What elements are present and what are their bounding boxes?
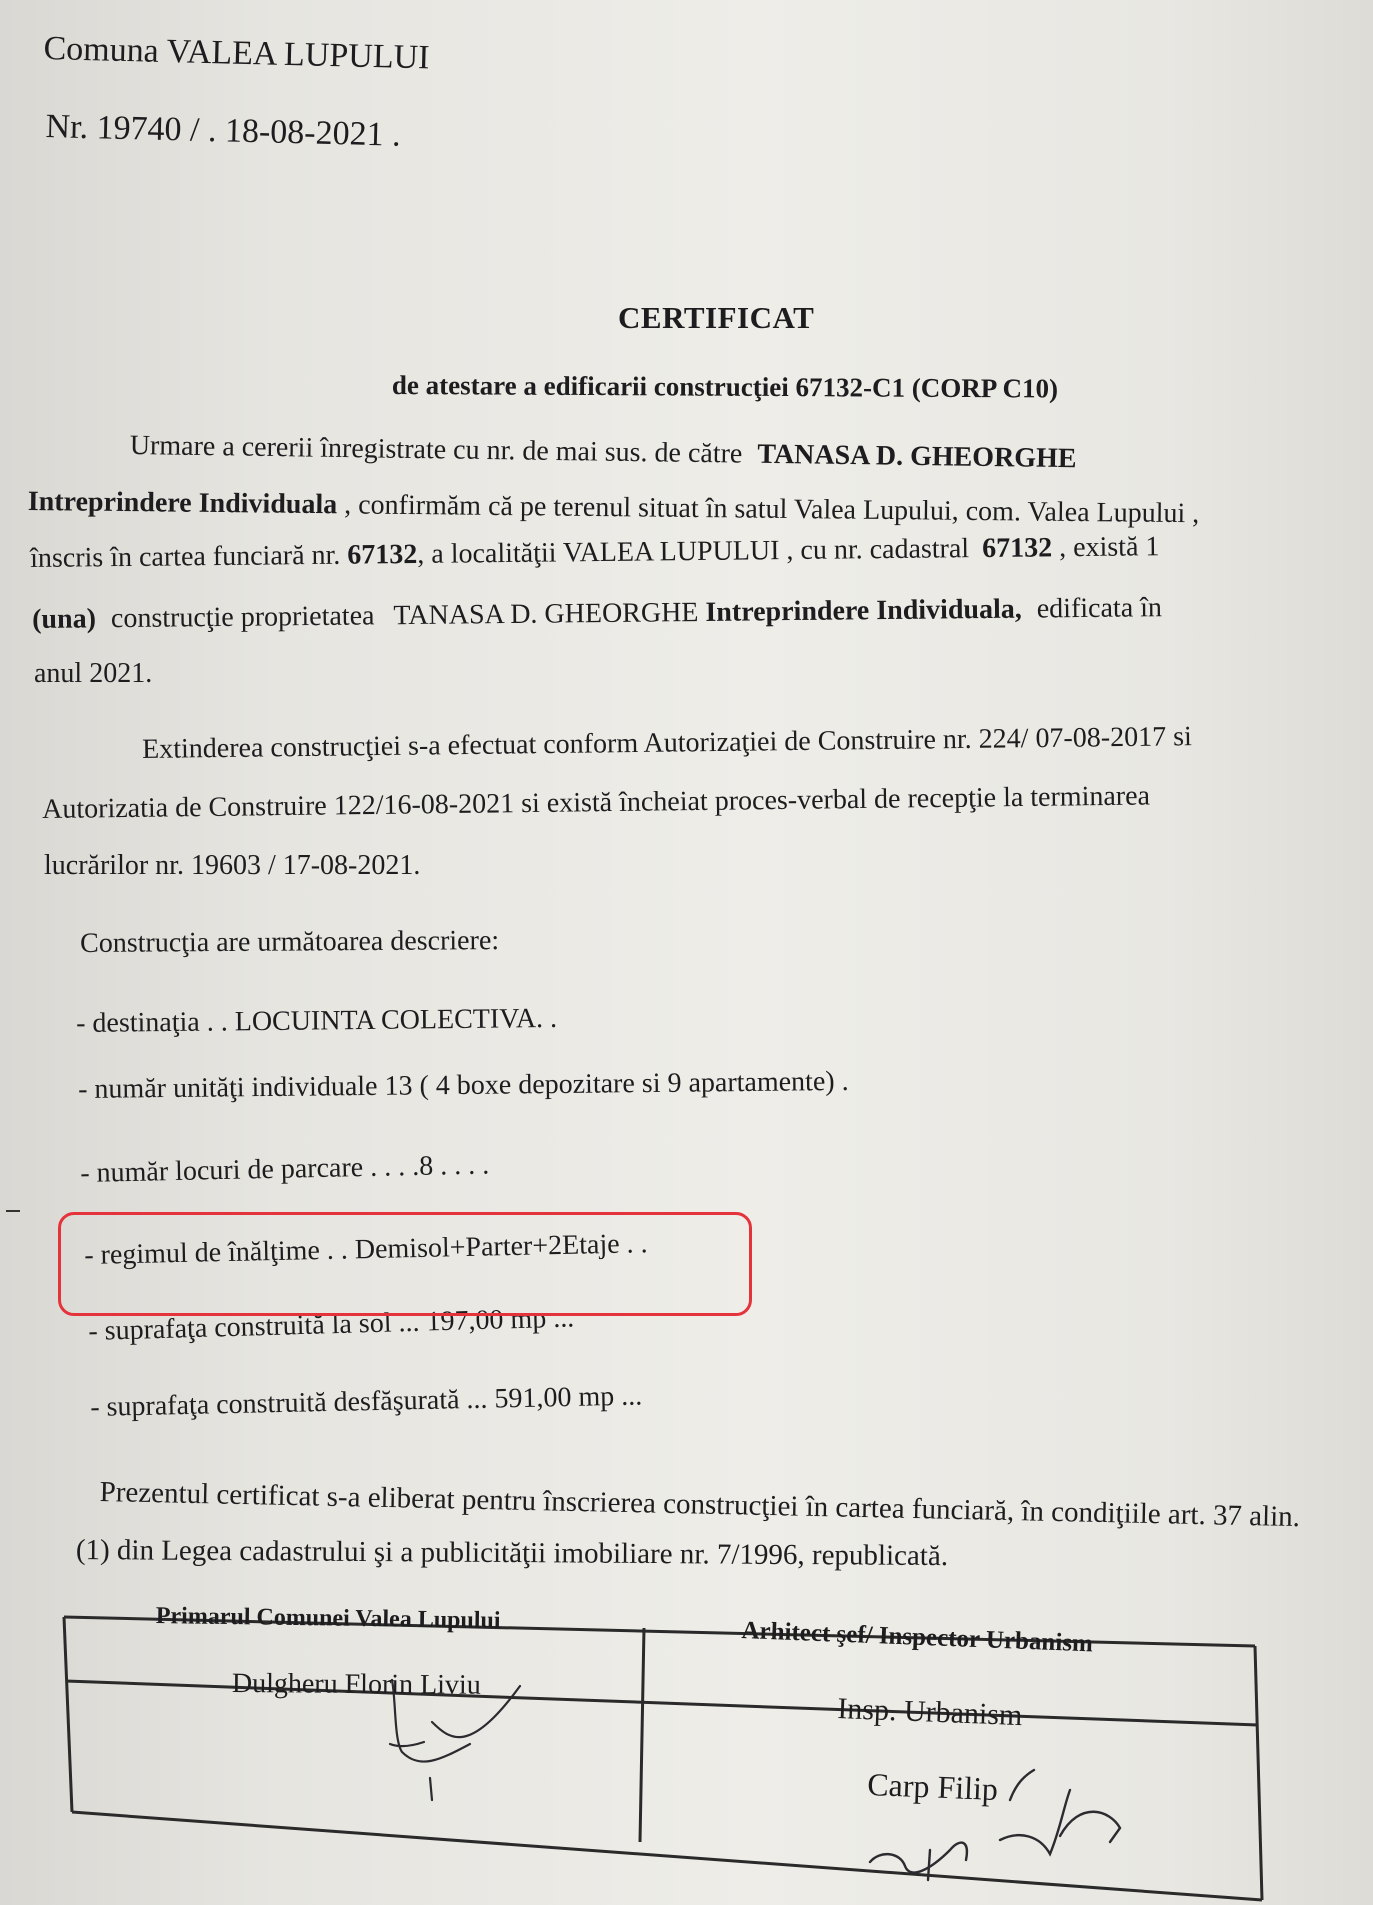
paragraph-1-line-2: Intreprindere Individuala , confirmăm că pe terenul situat în satul Valea Lupului, com. Valea Lupului , bbox=[27, 486, 1200, 530]
description-parking: - număr locuri de parcare . . . .8 . . . . bbox=[79, 1149, 490, 1189]
table-left-border bbox=[64, 1617, 72, 1812]
commune-name: Comuna VALEA LUPULUI bbox=[43, 30, 430, 77]
paragraph-2-line-2: Autorizatia de Construire 122/16-08-2021 si există încheiat proces-verbal de recepţie la terminarea bbox=[41, 780, 1151, 825]
signature-right-header: Arhitect şef/ Inspector Urbanism bbox=[741, 1617, 1094, 1658]
paragraph-1-line-1: Urmare a cererii înregistrate cu nr. de mai sus. de către TANASA D. GHEORGHE bbox=[129, 430, 1077, 475]
description-intro: Construcţia are următoarea descriere: bbox=[79, 925, 500, 959]
paragraph-2-line-1: Extinderea construcţiei s-a efectuat conform Autorizaţiei de Construire nr. 224/ 07-08-2017 si bbox=[141, 721, 1192, 765]
description-destination: - destinaţia . . LOCUINTA COLECTIVA. . bbox=[75, 1002, 558, 1039]
description-height-regime: - regimul de înălţime . . Demisol+Parter+2Etaje . . bbox=[83, 1228, 648, 1271]
signature-right-role: Insp. Urbanism bbox=[836, 1692, 1023, 1733]
closing-line-1: Prezentul certificat s-a eliberat pentru înscrierea construcţiei în cartea funciară, în condiţiile art. 37 alin. bbox=[99, 1476, 1301, 1534]
signature-left-header: Primarul Comunei Valea Lupului bbox=[155, 1603, 501, 1634]
paragraph-1-line-5: anul 2021. bbox=[34, 658, 153, 689]
closing-line-2: (1) din Legea cadastrului şi a publicităţii imobiliare nr. 7/1996, republicată. bbox=[75, 1534, 949, 1573]
signature-right-name: Carp Filip bbox=[866, 1766, 999, 1807]
description-ground-area: - suprafaţa construită la sol ... 197,00 mp ... bbox=[87, 1302, 575, 1347]
description-units: - număr unităţi individuale 13 ( 4 boxe depozitare si 9 apartamente) . bbox=[77, 1065, 849, 1105]
paragraph-2-line-3: lucrărilor nr. 19603 / 17-08-2021. bbox=[44, 850, 421, 881]
table-bottom-border bbox=[72, 1812, 1262, 1900]
document-title: CERTIFICAT bbox=[618, 300, 815, 335]
registration-number: Nr. 19740 / . 18-08-2021 . bbox=[45, 108, 402, 154]
table-center-divider bbox=[640, 1628, 644, 1842]
paragraph-1-line-4: (una) construcţie proprietatea TANASA D. GHEORGHE Intreprindere Individuala, edificata în bbox=[31, 592, 1163, 635]
document-subtitle: de atestare a edificarii construcţiei 67132-C1 (CORP C10) bbox=[391, 370, 1059, 404]
description-developed-area: - suprafaţa construită desfăşurată ... 591,00 mp ... bbox=[89, 1380, 643, 1423]
signature-left-name: Dulgheru Florin Liviu bbox=[231, 1668, 481, 1701]
margin-mark bbox=[6, 1210, 20, 1212]
paragraph-1-line-3: înscris în cartea funciară nr. 67132, a localităţii VALEA LUPULUI , cu nr. cadastral 67132 , există 1 bbox=[29, 531, 1160, 574]
table-right-border bbox=[1255, 1646, 1262, 1900]
